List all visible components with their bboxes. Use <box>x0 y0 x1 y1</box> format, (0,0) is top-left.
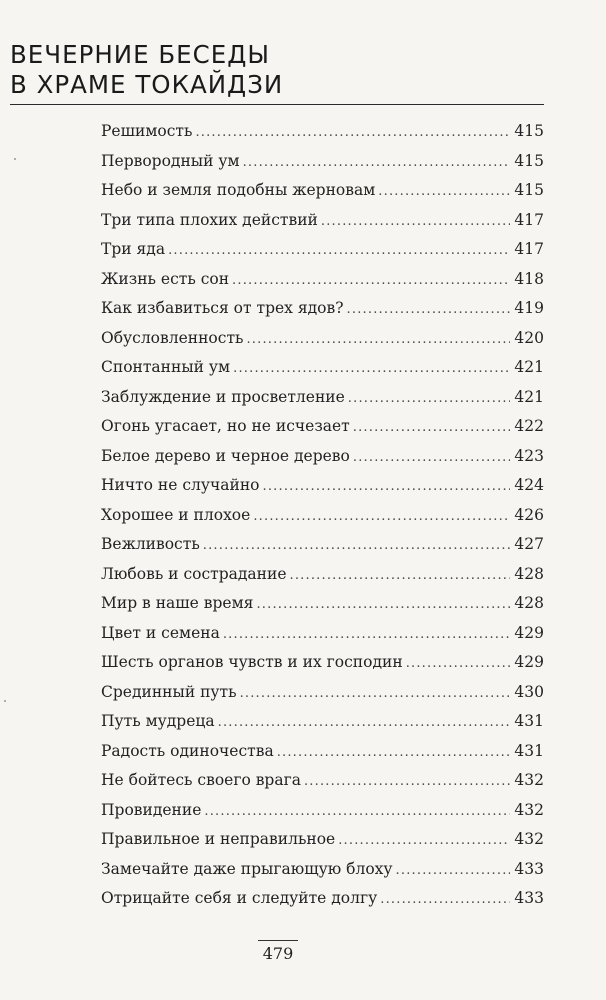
toc-entry <box>101 855 544 885</box>
toc-entry-title: Хорошее и плохое <box>101 505 251 524</box>
toc-entry <box>101 235 544 265</box>
toc-entry <box>101 176 544 206</box>
toc-entry <box>101 825 544 855</box>
dot-leader <box>378 177 510 207</box>
toc-entry-title: Замечайте даже прыгающую блоху <box>101 859 393 878</box>
dot-leader <box>232 266 510 296</box>
toc-entry-page-number: 421 <box>514 387 544 406</box>
toc-entry-page-number: 418 <box>514 269 544 288</box>
toc-entry <box>101 884 544 914</box>
toc-entry-title: Цвет и семена <box>101 623 220 642</box>
dot-leader <box>263 472 511 502</box>
toc-entry-page-number: 417 <box>514 240 544 258</box>
dot-leader <box>243 148 510 178</box>
toc-entry-page-number: 421 <box>514 358 544 376</box>
dot-leader <box>195 118 510 148</box>
toc-entry-title: Три яда <box>101 240 166 258</box>
dot-leader <box>253 502 510 532</box>
toc-entry-title: Отрицайте себя и следуйте долгу <box>101 889 378 907</box>
toc-entry <box>101 560 544 590</box>
toc-entry-page-number: 432 <box>514 830 544 848</box>
page-number: 479 <box>262 944 294 963</box>
title-divider <box>10 104 544 105</box>
dot-leader <box>380 885 510 915</box>
toc-entry-title: Три типа плохих действий <box>101 210 318 229</box>
dot-leader <box>218 708 510 738</box>
toc-entry <box>101 206 544 236</box>
toc-entry <box>101 530 544 560</box>
toc-entry-page-number: 426 <box>514 505 544 524</box>
section-title-line-2: В ХРАМЕ ТОКАЙДЗИ <box>10 70 284 99</box>
toc-entry <box>101 648 544 678</box>
toc-entry <box>101 589 544 619</box>
toc-entry <box>101 501 544 531</box>
toc-entry <box>101 707 544 737</box>
dot-leader <box>204 797 510 827</box>
toc-entry-title: Ничто не случайно <box>101 476 260 494</box>
toc-entry-title: Обусловленность <box>101 328 244 347</box>
toc-entry-title: Шесть органов чувств и их господин <box>101 653 403 671</box>
toc-entry <box>101 737 544 767</box>
dot-leader <box>347 295 510 325</box>
toc-entry-title: Белое дерево и черное дерево <box>101 446 350 465</box>
toc-entry-page-number: 420 <box>514 328 544 347</box>
dot-leader <box>168 236 510 266</box>
dot-leader <box>203 531 510 561</box>
toc-entry <box>101 766 544 796</box>
toc-entry-page-number: 419 <box>514 299 544 317</box>
toc-entry <box>101 147 544 177</box>
dot-leader <box>321 207 510 237</box>
dot-leader <box>406 649 510 679</box>
dot-leader <box>353 443 510 473</box>
dot-leader <box>290 561 511 591</box>
dot-leader <box>348 384 510 414</box>
toc-entry <box>101 353 544 383</box>
toc-entry-page-number: 429 <box>514 623 544 642</box>
toc-entry-title: Решимость <box>101 122 193 140</box>
section-title <box>10 40 283 100</box>
paper-speck <box>14 158 16 160</box>
toc-entry-title: Путь мудреца <box>101 712 215 730</box>
toc-entry-title: Провидение <box>101 800 202 819</box>
toc-entry <box>101 678 544 708</box>
dot-leader <box>240 679 510 709</box>
toc-entry-title: Любовь и сострадание <box>101 564 287 583</box>
toc-entry <box>101 265 544 295</box>
toc-entry-page-number: 433 <box>514 859 544 878</box>
toc-entry-page-number: 430 <box>514 682 544 701</box>
toc-entry-page-number: 433 <box>514 889 544 907</box>
dot-leader <box>223 620 510 650</box>
toc-entry <box>101 442 544 472</box>
toc-entry-title: Спонтанный ум <box>101 358 231 376</box>
toc-entry <box>101 383 544 413</box>
toc-entry-page-number: 415 <box>514 122 544 140</box>
toc-entry-title: Как избавиться от трех ядов? <box>101 299 344 317</box>
dot-leader <box>353 413 510 443</box>
toc-entry-page-number: 431 <box>514 741 544 760</box>
toc-entry-page-number: 422 <box>514 417 544 435</box>
toc-entry <box>101 117 544 147</box>
toc-entry-title: Первородный ум <box>101 151 240 170</box>
dot-leader <box>277 738 510 768</box>
toc-entry <box>101 619 544 649</box>
toc-entry-page-number: 415 <box>514 181 544 199</box>
toc-entry-title: Вежливость <box>101 535 200 553</box>
toc-entry-page-number: 431 <box>514 712 544 730</box>
toc-entry <box>101 294 544 324</box>
toc-entry-page-number: 428 <box>514 564 544 583</box>
dot-leader <box>304 767 510 797</box>
toc-entry-page-number: 429 <box>514 653 544 671</box>
toc-entry-title: Радость одиночества <box>101 741 274 760</box>
paper-speck <box>4 700 6 702</box>
dot-leader <box>246 325 510 355</box>
table-of-contents <box>101 117 544 914</box>
toc-entry <box>101 796 544 826</box>
toc-entry-title: Огонь угасает, но не исчезает <box>101 417 350 435</box>
section-title-line-1: ВЕЧЕРНИЕ БЕСЕДЫ <box>10 40 270 69</box>
toc-entry <box>101 412 544 442</box>
page-number-rule <box>258 940 298 941</box>
toc-entry-title: Заблуждение и просветление <box>101 387 345 406</box>
toc-entry-title: Жизнь есть сон <box>101 269 230 288</box>
dot-leader <box>396 856 510 886</box>
toc-entry-page-number: 432 <box>514 800 544 819</box>
dot-leader <box>256 590 510 620</box>
toc-entry <box>101 324 544 354</box>
toc-entry-title: Срединный путь <box>101 682 237 701</box>
toc-entry-page-number: 428 <box>514 594 544 612</box>
toc-entry-page-number: 424 <box>514 476 544 494</box>
toc-entry-page-number: 427 <box>514 535 544 553</box>
toc-entry-title: Не бойтесь своего врага <box>101 771 301 789</box>
toc-entry-title: Правильное и неправильное <box>101 830 336 848</box>
toc-entry-page-number: 423 <box>514 446 544 465</box>
toc-entry-title: Небо и земля подобны жерновам <box>101 181 376 199</box>
toc-entry-title: Мир в наше время <box>101 594 254 612</box>
toc-entry <box>101 471 544 501</box>
dot-leader <box>233 354 510 384</box>
toc-entry-page-number: 415 <box>514 151 544 170</box>
toc-entry-page-number: 417 <box>514 210 544 229</box>
dot-leader <box>338 826 510 856</box>
toc-entry-page-number: 432 <box>514 771 544 789</box>
